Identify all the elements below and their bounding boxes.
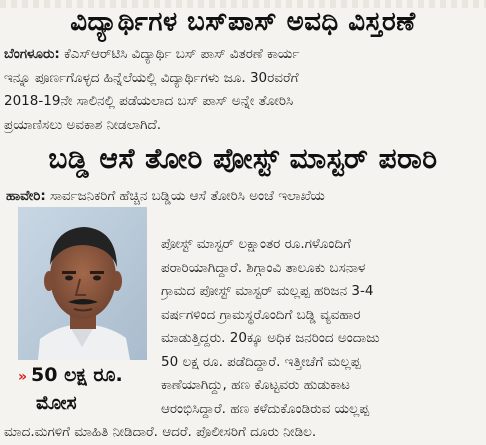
article1-headline: ವಿದ್ಯಾರ್ಥಿಗಳ ಬಸ್‌ಪಾಸ್ ಅವಧಿ ವಿಸ್ತರಣೆ	[70, 7, 416, 37]
article2-dateline: ಹಾವೇರಿ:	[6, 188, 46, 204]
article2-first-line: ಹಾವೇರಿ: ಸಾರ್ವಜನಿಕರಿಗೆ ಹೆಚ್ಚಿನ ಬಡ್ಡಿಯ ಆಸೆ ತೋರಿಸಿ ಅಂಚೆ ಇಲಾಖೆಯ	[6, 188, 325, 204]
article1-line-4: ಪ್ರಯಾಣಿಸಲು ಅವಕಾಶ ನೀಡಲಾಗಿದೆ.	[4, 116, 162, 133]
article2-line: ವರ್ಷಗಳಿಂದ ಗ್ರಾಮಸ್ಥರೊಂದಿಗೆ ಬಡ್ಡಿ ವ್ಯವಹಾರ	[161, 306, 361, 323]
article1-line-2: ಇನ್ನೂ ಪೂರ್ಣಗೊಳ್ಳದ ಹಿನ್ನೆಲೆಯಲ್ಲಿ ವಿದ್ಯಾರ್ಥಿಗಳು ಜೂ. 30ರವರೆಗೆ	[4, 69, 299, 86]
article2-body-column	[161, 233, 484, 421]
article2-line: ಗ್ರಾಮದ ಪೋಸ್ಟ್ ಮಾಸ್ಟರ್ ಮಲ್ಲಪ್ಪ ಹರಿಜನ 3-4	[161, 283, 374, 299]
caption-line-1: 50 ಲಕ್ಷ ರೂ.	[31, 364, 123, 386]
article2-line: 50 ಲಕ್ಷ ರೂ. ಪಡೆದಿದ್ದಾರೆ. ಇತ್ತೀಚೆಗೆ ಮಲ್ಲಪ್ಪ	[161, 353, 361, 370]
article1-body	[4, 43, 484, 137]
photo-caption	[18, 362, 150, 416]
article2-line: ಕಾಣೆಯಾಗಿದ್ದು, ಹಣ ಕೊಟ್ಟವರು ಹುಡುಕಾಟ	[161, 377, 350, 393]
article1-dateline: ಬೆಂಗಳೂರು:	[4, 46, 60, 62]
article2-last-line: ಮಾದ.ಮಗಳಿಗೆ ಮಾಹಿತಿ ನೀಡಿದಾರೆ. ಆದರೆ. ಪೊಲೀಸರಿಗೆ ದೂರು ನೀಡಿಲ.	[4, 424, 317, 440]
article2-headline: ಬಡ್ಡಿ ಆಸೆ ತೋರಿ ಪೋಸ್ಟ್ ಮಾಸ್ಟರ್ ಪರಾರಿ	[48, 142, 438, 175]
caption-bullet-icon: »	[18, 369, 28, 385]
article2-line: ಮಾಡುತ್ತಿದ್ದರು. 20ಕ್ಕೂ ಅಧಿಕ ಜನರಿಂದ ಅಂದಾಜು	[161, 330, 380, 346]
caption-line-2: ಮೋಸ	[36, 392, 77, 414]
article2-line: ಪರಾರಿಯಾಗಿದ್ದಾರೆ. ಶಿಗ್ಗಾಂವಿ ತಾಲೂಕು ಬಸನಾಳ	[161, 259, 366, 276]
article1-line-1: ಬೆಂಗಳೂರು: ಕೆಎಸ್ಆರ್‌ಟಿಸಿ ವಿದ್ಯಾರ್ಥಿ ಬಸ್ ಪಾಸ್ ವಿತರಣೆ ಕಾರ್ಯ	[4, 46, 300, 62]
postmaster-photo	[18, 207, 147, 360]
article2-line: ಆರಂಭಿಸಿದ್ದಾರೆ. ಹಣ ಕಳೆದುಕೊಂಡಿರುವ ಯಲ್ಲಪ್ಪ	[161, 400, 370, 417]
article2-line: ಪೋಸ್ಟ್ ಮಾಸ್ಟರ್ ಲಕ್ಷಾಂತರ ರೂ.ಗಳೊಂದಿಗೆ	[161, 236, 351, 252]
article1-line-3: 2018-19ನೇ ಸಾಲಿನಲ್ಲಿ ಪಡೆಯಲಾದ ಬಸ್ ಪಾಸ್ ಅನ್ನೇ ತೋರಿಸಿ	[4, 93, 294, 109]
